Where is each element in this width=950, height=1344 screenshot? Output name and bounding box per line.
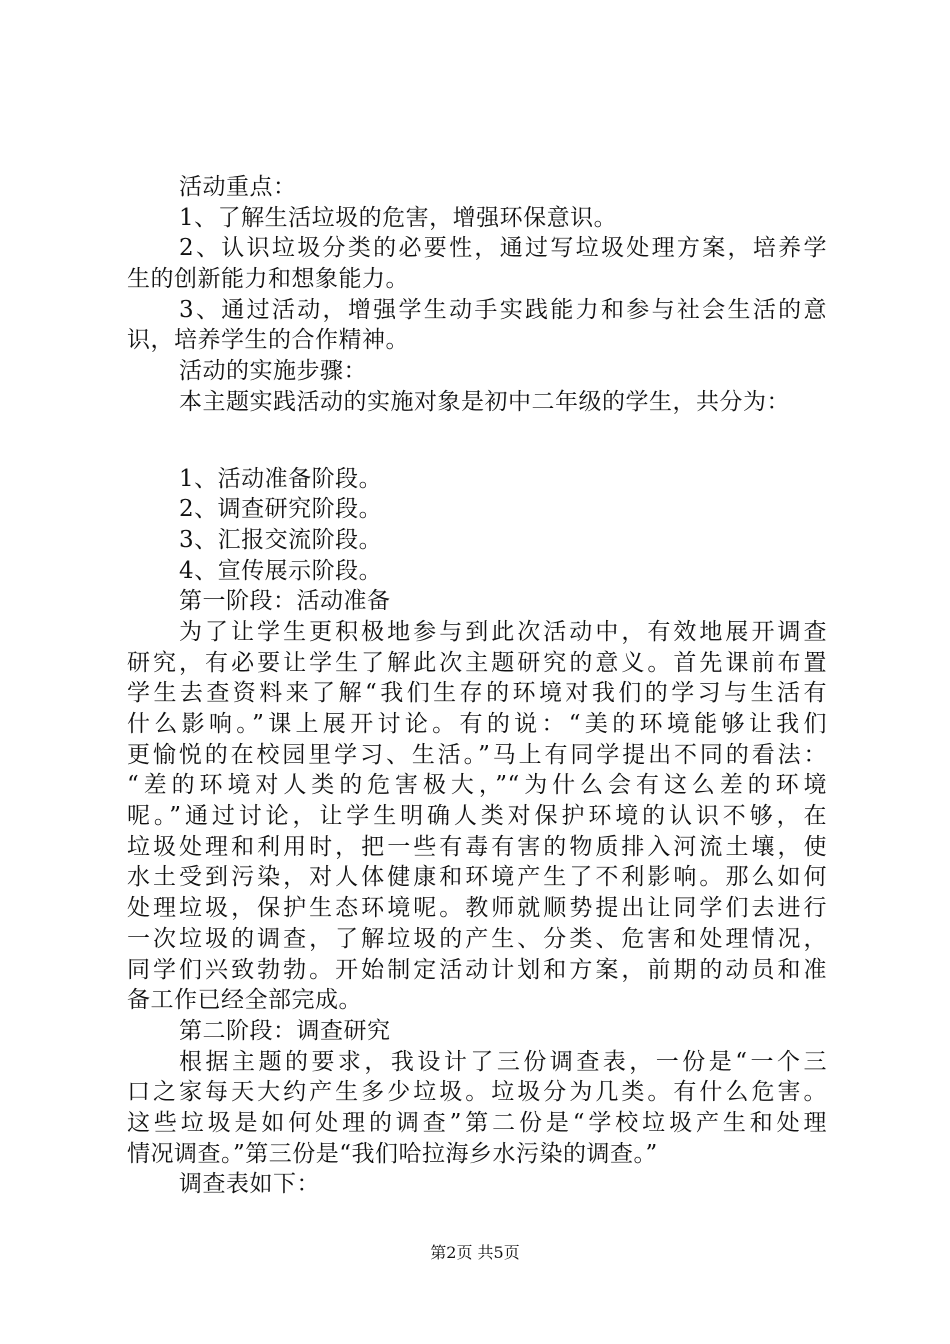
focus-item-2-line-2: 生的创新能力和想象能力。: [127, 266, 409, 293]
survey-table-intro: 调查表如下：: [179, 1171, 320, 1198]
stage-1-paragraph-line: 备工作已经全部完成。: [127, 987, 362, 1014]
stage-1-paragraph-line: 同学们兴致勃勃。开始制定活动计划和方案，前期的动员和准: [127, 956, 827, 983]
section-heading-activity-focus: 活动重点：: [179, 174, 297, 200]
stage-1-paragraph-line: 什么影响。”课上展开讨论。有的说：“美的环境能够让我们: [127, 711, 827, 737]
stage-2-paragraph-line: 这些垃圾是如何处理的调查”第二份是“学校垃圾产生和处理: [127, 1109, 827, 1136]
blank-line: [127, 418, 827, 464]
stage-list-item-3: 3、汇报交流阶段。: [179, 526, 383, 553]
stage-2-paragraph-line: 情况调查。”第三份是“我们哈拉海乡水污染的调查。”: [127, 1140, 658, 1167]
stage-list-item-2: 2、调查研究阶段。: [179, 496, 383, 523]
stage-1-paragraph-line: 处理垃圾，保护生态环境呢。教师就顺势提出让同学们去进行: [127, 895, 827, 922]
focus-item-3-line-1: 3、通过活动，增强学生动手实践能力和参与社会生活的意: [179, 296, 827, 323]
stage-1-paragraph-line: 一次垃圾的调查，了解垃圾的产生、分类、危害和处理情况，: [127, 925, 827, 952]
focus-item-3-line-2: 识，培养学生的合作精神。: [127, 327, 409, 354]
stage-1-paragraph-line: “差的环境对人类的危害极大，”“为什么会有这么差的环境: [127, 772, 827, 799]
implementation-intro: 本主题实践活动的实施对象是初中二年级的学生，共分为：: [179, 388, 790, 415]
stage-1-paragraph-line: 垃圾处理和利用时，把一些有毒有害的物质排入河流土壤，使: [127, 833, 827, 860]
stage-2-paragraph-line: 口之家每天大约产生多少垃圾。垃圾分为几类。有什么危害。: [127, 1079, 827, 1106]
stage-1-paragraph-line: 水土受到污染，对人体健康和环境产生了不利影响。那么如何: [127, 864, 827, 891]
stage-list-item-1: 1、活动准备阶段。: [179, 465, 383, 492]
stage-1-heading: 第一阶段：活动准备: [179, 588, 391, 615]
stage-1-paragraph-line: 为了让学生更积极地参与到此次活动中，有效地展开调查: [179, 618, 827, 645]
document-body: [127, 172, 827, 1200]
stage-2-heading: 第二阶段：调查研究: [179, 1017, 391, 1044]
stage-1-paragraph-line: 更愉悦的在校园里学习、生活。”马上有同学提出不同的看法：: [127, 741, 827, 768]
focus-item-1: 1、了解生活垃圾的危害，增强环保意识。: [179, 204, 618, 231]
stage-1-paragraph-line: 研究，有必要让学生了解此次主题研究的意义。首先课前布置: [127, 649, 827, 676]
stage-list-item-4: 4、宣传展示阶段。: [179, 557, 383, 584]
section-heading-implementation-steps: 活动的实施步骤：: [179, 358, 367, 385]
stage-1-paragraph-line: 学生去查资料来了解“我们生存的环境对我们的学习与生活有: [127, 680, 827, 707]
focus-item-2-line-1: 2、认识垃圾分类的必要性，通过写垃圾处理方案，培养学: [179, 235, 827, 262]
page-number-footer: 第2页 共5页: [430, 1243, 520, 1262]
stage-2-paragraph-line: 根据主题的要求，我设计了三份调查表，一份是“一个三: [179, 1048, 827, 1075]
stage-1-paragraph-line: 呢。”通过讨论，让学生明确人类对保护环境的认识不够，在: [127, 803, 827, 830]
